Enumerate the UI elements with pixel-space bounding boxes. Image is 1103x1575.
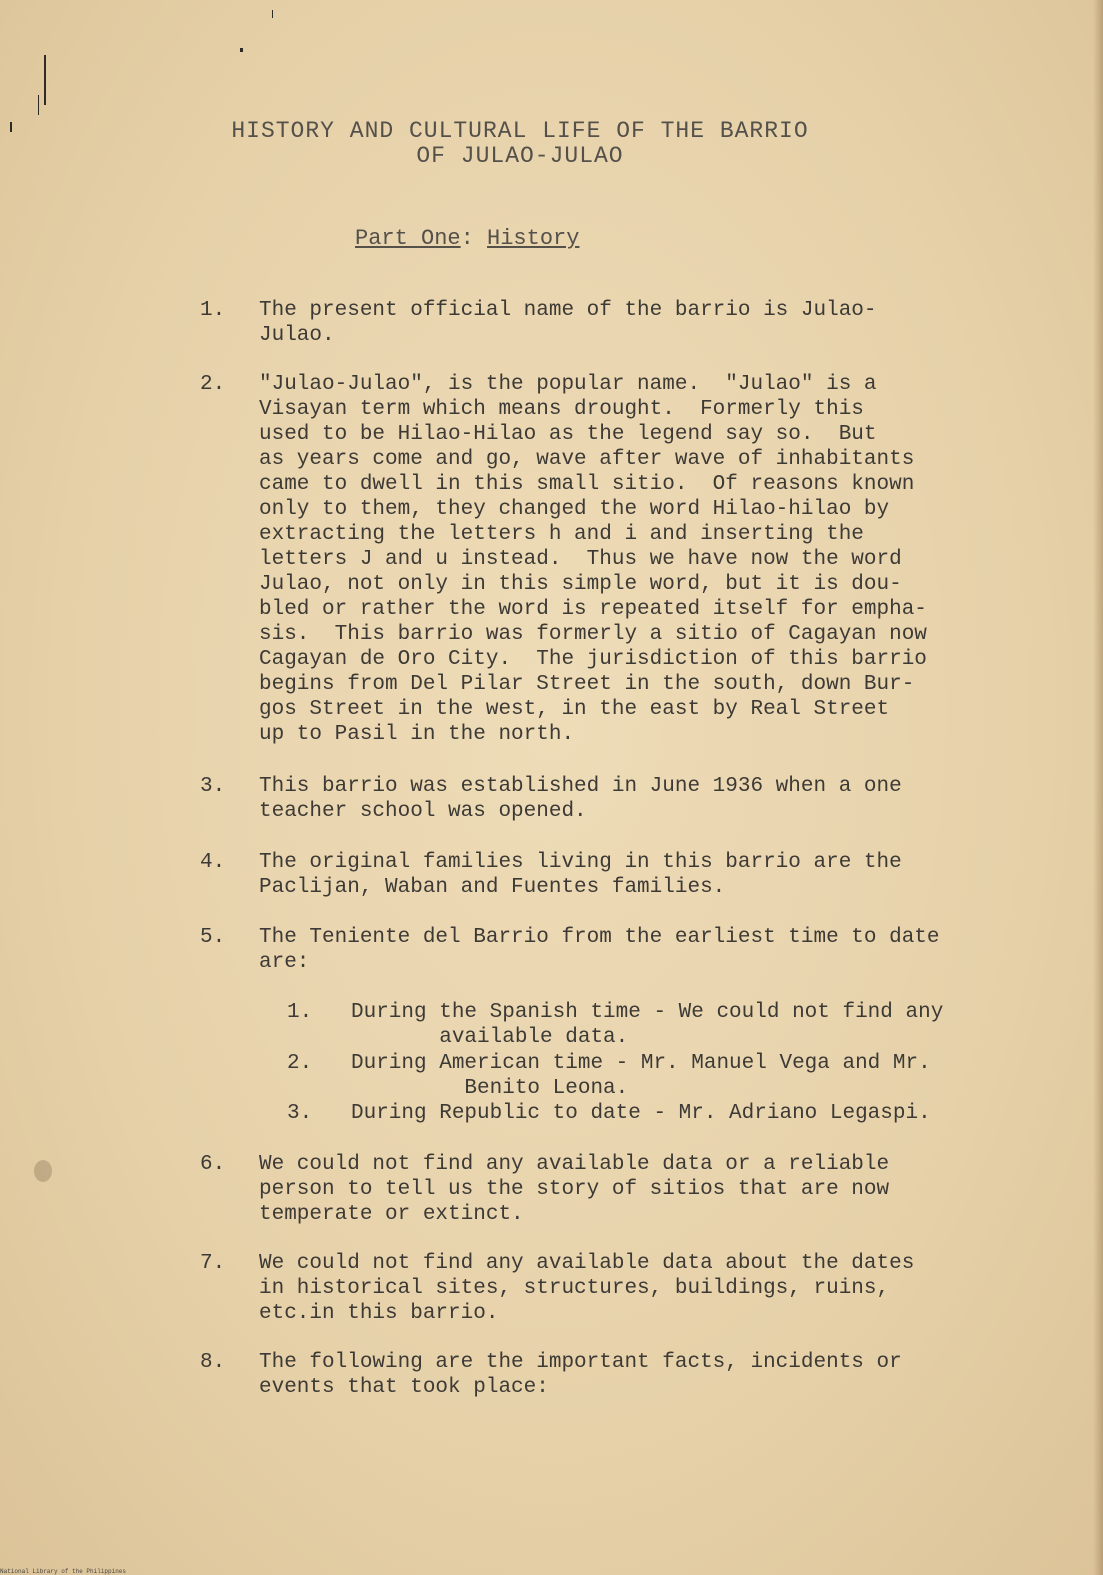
list-item (200, 298, 1080, 348)
item-number: 7. (200, 1252, 226, 1275)
margin-mark (44, 55, 46, 105)
item-text: "Julao-Julao", is the popular name. "Julao" is a Visayan term which means drought. Formerly this used to be Hilao-Hilao as the legend say so. But as years come and go, wave after wave of inhabitants came to dwell in this small sitio. Of reasons known only to them, they changed the word Hilao-hilao by extracting the letters h and i and inserting the letters J and u instead. Thus we have now the word Julao, not only in this simple word, but it is dou- bled or rather the word is repeated itself for empha- sis. This barrio was formerly a sitio of Cagayan now Cagayan de Oro City. The jurisdiction of this barrio begins from Del Pilar Street in the south, down Bur- gos Street in the west, in the east by Real Street up to Pasil in the north. (259, 373, 927, 746)
sub-list-item (287, 1101, 1067, 1126)
document-title-line-1: HISTORY AND CULTURAL LIFE OF THE BARRIO (231, 118, 809, 144)
list-item (200, 1152, 1080, 1227)
item-text: We could not find any available data or a reliable person to tell us the story of sitios that are now temperate or extinct. (259, 1153, 890, 1226)
subitem-number: 1. (287, 1001, 313, 1024)
page-edge-shadow (1093, 0, 1103, 1575)
paper-stain (34, 1160, 52, 1182)
item-text: The original families living in this barrio are the Paclijan, Waban and Fuentes families. (259, 851, 902, 899)
subitem-number: 3. (287, 1102, 313, 1125)
item-text: The present official name of the barrio is Julao- Julao. (259, 299, 877, 347)
item-number: 6. (200, 1153, 226, 1176)
archive-stamp: National Library of the Philippines (0, 1568, 127, 1575)
list-item (200, 925, 1080, 975)
subitem-text: During Republic to date - Mr. Adriano Legaspi. (351, 1102, 931, 1125)
part-heading-part: Part One (355, 226, 461, 251)
subitem-text: During American time - Mr. Manuel Vega and Mr. Benito Leona. (351, 1052, 931, 1100)
subitem-text: During the Spanish time - We could not find any available data. (351, 1001, 944, 1049)
list-item (200, 1251, 1080, 1326)
part-heading (355, 226, 579, 251)
item-number: 5. (200, 926, 226, 949)
item-number: 1. (200, 299, 226, 322)
item-text: We could not find any available data about the dates in historical sites, structures, buildings, ruins, etc.in this barrio. (259, 1252, 915, 1325)
part-heading-topic: History (487, 226, 580, 251)
subitem-number: 2. (287, 1052, 313, 1075)
part-heading-separator: : (460, 226, 488, 251)
list-item (200, 774, 1080, 824)
list-item (200, 1350, 1080, 1400)
sub-list-item (287, 1000, 1067, 1050)
item-text: The following are the important facts, incidents or events that took place: (259, 1351, 902, 1399)
item-number: 4. (200, 851, 226, 874)
item-text: The Teniente del Barrio from the earliest time to date are: (259, 926, 940, 974)
item-number: 2. (200, 373, 226, 396)
margin-mark (240, 48, 243, 52)
item-text: This barrio was established in June 1936 when a one teacher school was opened. (259, 775, 902, 823)
list-item (200, 372, 1080, 747)
margin-mark (272, 10, 273, 18)
list-item (200, 850, 1080, 900)
item-number: 3. (200, 775, 226, 798)
item-number: 8. (200, 1351, 226, 1374)
document-title-line-2: OF JULAO-JULAO (416, 143, 624, 169)
sub-list-item (287, 1051, 1067, 1101)
margin-mark (38, 95, 39, 115)
